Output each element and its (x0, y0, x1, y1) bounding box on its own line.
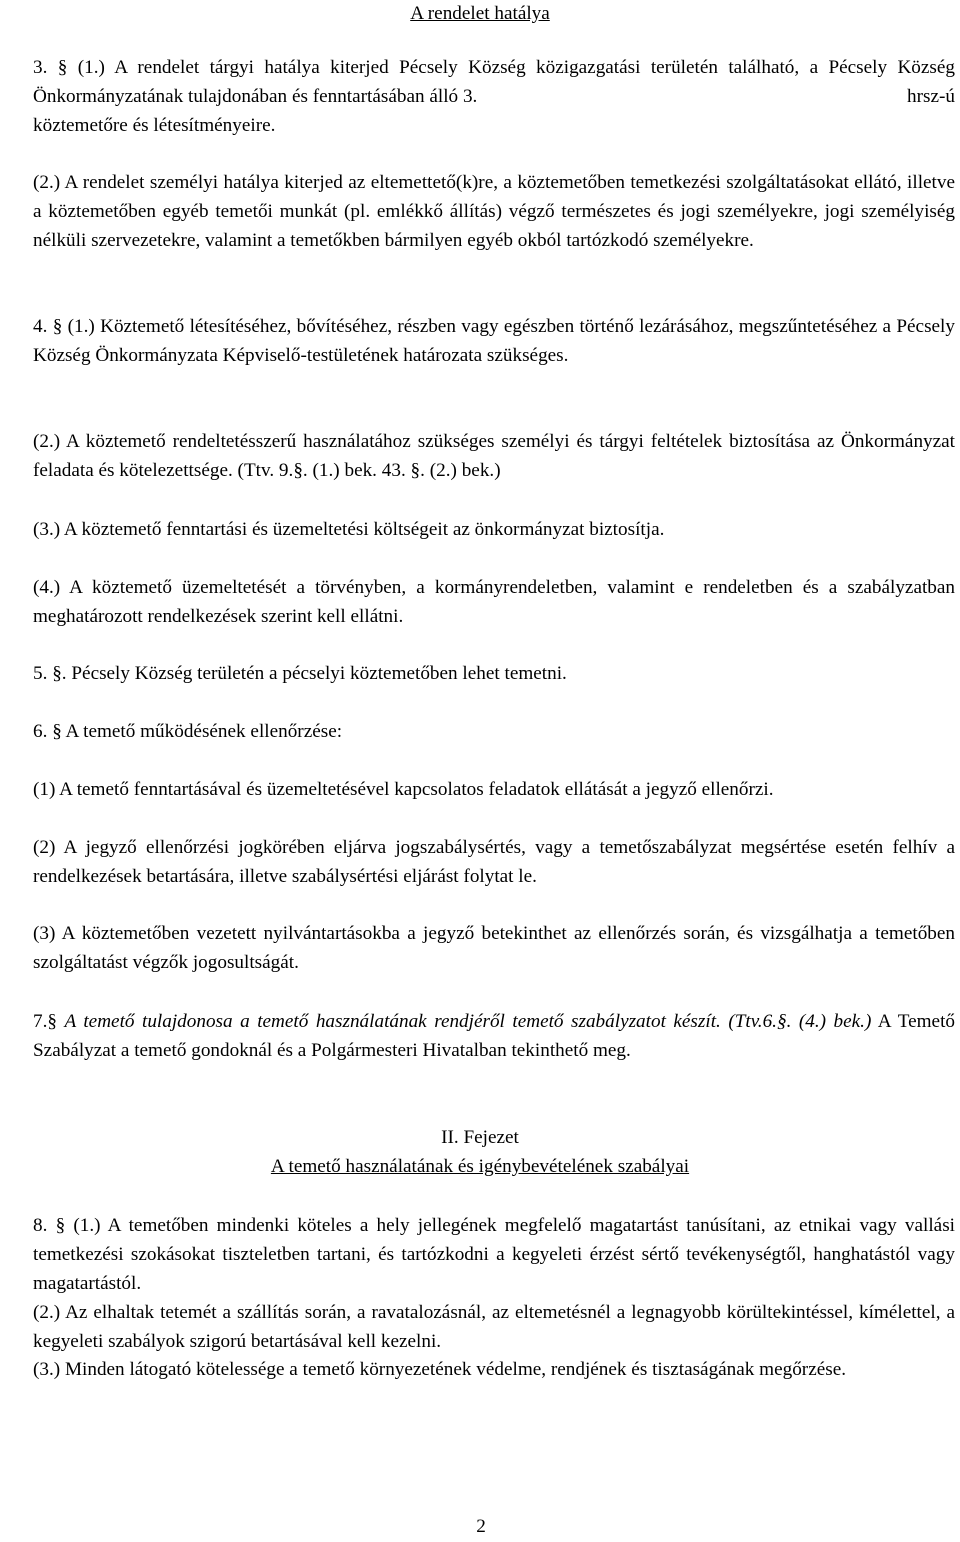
paragraph-3-1-hrsz: hrsz-ú (907, 85, 955, 107)
paragraph-6-title: 6. § A temető működésének ellenőrzése: (33, 721, 343, 742)
paragraph-4-4: (4.) A köztemető üzemeltetését a törvényben, a kormányrendeletben, valamint e rendeletben és a szabályzatban meghatározott rendelkezések szerint kell ellátni. (33, 577, 955, 627)
paragraph-3-1-text: 3. § (1.) A rendelet tárgyi hatálya kiterjed Pécsely Község közigazgatási területén található, a Pécsely Község Önkormányzatának tulajdonában és fenntartásában álló 3. (33, 57, 955, 107)
paragraph-4-1: 4. § (1.) Köztemető létesítéséhez, bővítéséhez, részben vagy egészben történő lezárásához, megszűntetéséhez a Pécsely Község Önkormányzata Képviselő-testületének határozata szükséges. (33, 316, 955, 366)
paragraph-7-italic: A temető tulajdonosa a temető használatának rendjéről temető szabályzatot készít. (Ttv.6.§. (4.) bek.) (64, 1011, 872, 1032)
paragraph-3-1-end: köztemetőre és létesítményeire. (33, 114, 276, 136)
paragraph-7-lead: 7.§ (33, 1011, 65, 1032)
paragraph-8-1: 8. § (1.) A temetőben mindenki köteles a hely jellegének megfelelő magatartást tanúsítani, az etnikai vagy vallási temetkezési szokásokat tiszteletben tartani, és tartózkodni a kegyeleti érzést sértő tevékenységtől, hanghatástól vagy magatartástól. (33, 1215, 955, 1294)
section-heading-scope: A rendelet hatálya (410, 3, 550, 24)
paragraph-8-2: (2.) Az elhaltak tetemét a szállítás során, a ravatalozásnál, az eltemetésnél a legnagyobb körültekintéssel, kímélettel, a kegyeleti szabályok szigorú betartásával kell kezelni. (33, 1302, 955, 1352)
paragraph-5: 5. §. Pécsely Község területén a pécselyi köztemetőben lehet temetni. (33, 663, 567, 684)
paragraph-3-2: (2.) A rendelet személyi hatálya kiterjed az eltemettető(k)re, a köztemetőben temetkezési szolgáltatásokat ellátó, illetve a köztemetőben egyéb temetői munkát (pl. emlékkő állítás) végző természetes és jogi személyekre, jogi személyiség nélküli szervezetekre, valamint a temetőkben bármilyen egyéb okból tartózkodó személyekre. (33, 172, 955, 251)
paragraph-7-rest: A Temető Szabályzat a temető gondoknál és a Polgármesteri Hivatalban tekinthető meg. (33, 1011, 956, 1061)
page-number: 2 (476, 1516, 486, 1537)
paragraph-3-1 (33, 54, 955, 140)
chapter-number: II. Fejezet (441, 1127, 519, 1148)
chapter-title: A temető használatának és igénybevételének szabályai (270, 1156, 690, 1177)
paragraph-6-1: (1) A temető fenntartásával és üzemeltetésével kapcsolatos feladatok ellátását a jegyző ellenőrzi. (33, 779, 774, 800)
paragraph-6-3: (3) A köztemetőben vezetett nyilvántartásokba a jegyző betekinthet az ellenőrzés során, és vizsgálhatja a temetőben szolgáltatást végzők jogosultságát. (33, 923, 955, 973)
paragraph-8-3: (3.) Minden látogató kötelessége a temető környezetének védelme, rendjének és tisztaságának megőrzése. (33, 1359, 847, 1380)
paragraph-4-3: (3.) A köztemető fenntartási és üzemeltetési költségeit az önkormányzat biztosítja. (33, 519, 665, 540)
paragraph-4-2: (2.) A köztemető rendeltetésszerű használatához szükséges személyi és tárgyi feltételek biztosítása az Önkormányzat feladata és kötelezettsége. (Ttv. 9.§. (1.) bek. 43. §. (2.) bek.) (33, 431, 955, 481)
paragraph-6-2: (2) A jegyző ellenőrzési jogkörében eljárva jogszabálysértés, vagy a temetőszabályzat megsértése esetén felhív a rendelkezések betartására, illetve szabálysértési eljárást folytat le. (33, 837, 955, 887)
paragraph-7 (33, 1008, 955, 1066)
